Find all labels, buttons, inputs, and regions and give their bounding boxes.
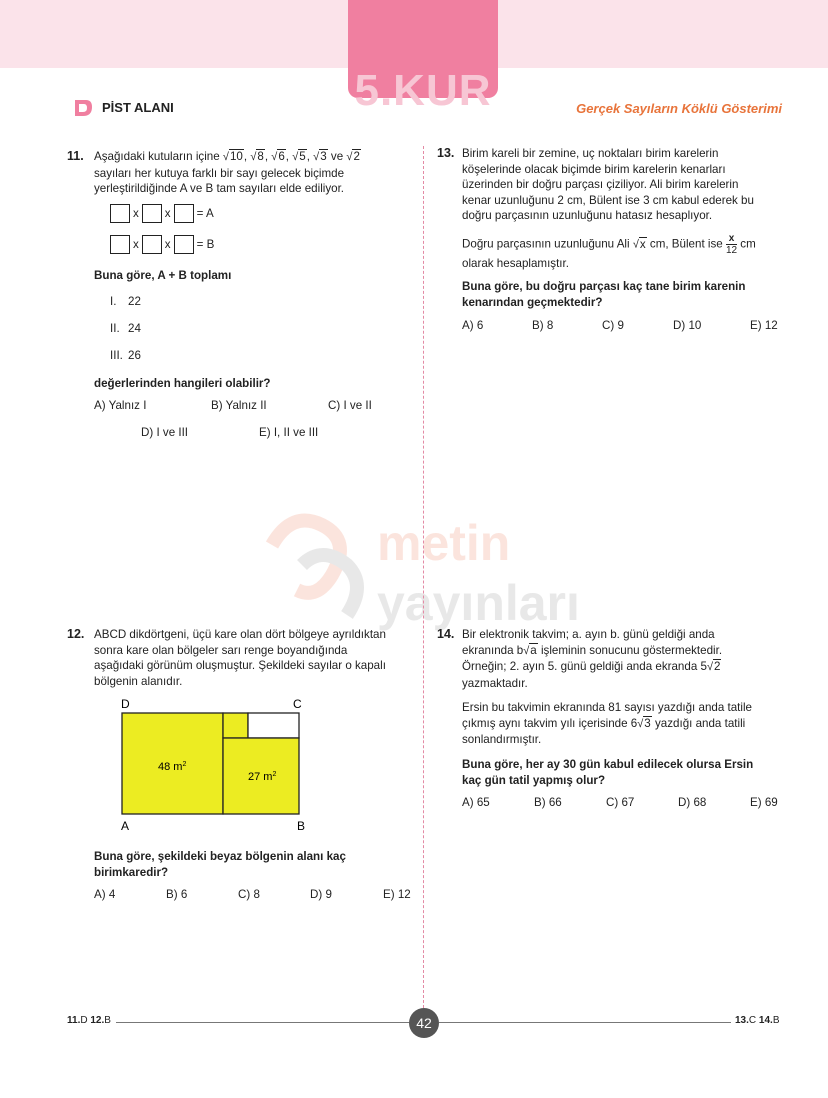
- q14-para2: [462, 700, 792, 748]
- q11-stem: [94, 149, 414, 197]
- area-big-value: 48 m: [158, 761, 183, 773]
- answer-box: [142, 204, 162, 223]
- q11-line3: yerleştirildiğinde A ve B tam sayıları elde ediliyor.: [94, 182, 345, 195]
- choice-c[interactable]: C) I ve II: [328, 399, 372, 412]
- label-a: A: [121, 819, 130, 833]
- square-small: [223, 713, 248, 738]
- q12-question: [94, 849, 414, 880]
- answer-box: [174, 204, 194, 223]
- q13-line: doğru parçasının uzunluğunu hatasız hesaplıyor.: [462, 209, 713, 222]
- roman: II.: [110, 322, 120, 335]
- choice-d[interactable]: D) 10: [673, 319, 702, 332]
- choice-e[interactable]: E) I, II ve III: [259, 426, 319, 439]
- label-c: C: [293, 697, 302, 711]
- q13-calc-x: x: [639, 237, 646, 251]
- q11-text-pre: Aşağıdaki kutuların içine: [94, 150, 220, 163]
- choice-a[interactable]: A) 4: [94, 888, 116, 901]
- q14-line2-pre: ekranında b: [462, 643, 524, 657]
- choice-a[interactable]: A) 6: [462, 319, 484, 332]
- q14-question: [462, 757, 792, 788]
- choice-b[interactable]: B) Yalnız II: [211, 399, 267, 412]
- choice-d[interactable]: D) I ve III: [141, 426, 189, 439]
- label-d: D: [121, 697, 130, 711]
- q14-para2-line1: Ersin bu takvimin ekranında 81 sayısı yazdığı anda tatile: [462, 701, 753, 714]
- item-value: 26: [128, 349, 141, 362]
- white-region: [248, 713, 299, 738]
- watermark-line1: metin: [377, 515, 511, 571]
- q11-row-b: [110, 235, 214, 254]
- q12-line: aşağıdaki görünüm oluşmuştur. Şekildeki sayılar o kapalı: [94, 659, 386, 672]
- q14-stem: [462, 627, 792, 691]
- q13-stem: [462, 146, 792, 224]
- q14-question-line: kaç gün tatil yapmış olur?: [462, 773, 606, 787]
- q13-line: kenar uzunluğunu 2 cm, Bülent ise 3 cm kabul ederek bu: [462, 193, 754, 207]
- answer-key-left: [67, 1015, 111, 1026]
- q14-number: 14.: [437, 627, 455, 641]
- key-q: 14.: [758, 1015, 773, 1026]
- q13-line: üzerinden bir doğru parçası çiziliyor. Ali birim karelerin: [462, 178, 739, 191]
- q13-question: [462, 279, 792, 310]
- watermark-line2: yayınları: [377, 575, 580, 631]
- q11-row-a: [110, 204, 214, 223]
- q11-and-word: ve: [330, 150, 344, 163]
- choice-b[interactable]: B) 8: [532, 319, 554, 332]
- q12-question-line: birimkaredir?: [94, 865, 169, 879]
- frac-denominator: 12: [725, 245, 738, 256]
- q13-line: köşelerinde olacak biçimde birim karelerin kenarları: [462, 162, 726, 176]
- choice-a[interactable]: A) Yalnız I: [94, 399, 147, 412]
- q13-calc-line1: Doğru parçasının uzunluğunu Ali √x cm, Bülent ise $\frac{x}{12}$ cm: [462, 233, 756, 256]
- q14-line3: Örneğin; 2. ayın 5. günü geldiği anda ekranda 5√2: [462, 660, 721, 673]
- q14-para2-line2: çıkmış aynı takvim yılı içerisinde 6√3 yazdığı anda tatili: [462, 716, 746, 730]
- q11-radicand: 2: [353, 150, 360, 163]
- q11-line1: Aşağıdaki kutuların içine √10, √8, √6, √5, √3 ve √2: [94, 150, 360, 163]
- q14-choices: [462, 796, 792, 812]
- q11-radicand: 5: [299, 150, 306, 163]
- q14-line3-rad: 2: [713, 660, 721, 673]
- page-number: 42: [409, 1008, 439, 1038]
- q14-para2-rad: 3: [644, 716, 651, 730]
- q11-radicand: 6: [278, 150, 285, 163]
- choice-c[interactable]: C) 67: [606, 796, 635, 809]
- q14-para2-line3: sonlandırmıştır.: [462, 733, 542, 746]
- key-a: D: [80, 1015, 88, 1026]
- q13-calc-line2: olarak hesaplamıştır.: [462, 257, 569, 270]
- q14-line4: yazmaktadır.: [462, 676, 528, 690]
- q11-number: 11.: [67, 149, 84, 163]
- roman: I.: [110, 295, 117, 308]
- q11-radicand: 8: [257, 150, 264, 163]
- footer-line-left: [116, 1022, 409, 1023]
- answer-box: [174, 235, 194, 254]
- q14-line2-post: işleminin sonucunu göstermektedir.: [540, 643, 723, 657]
- times-sign: x: [133, 207, 139, 220]
- area-small: [248, 771, 276, 783]
- choice-a[interactable]: A) 65: [462, 796, 490, 809]
- brand-label: PİST ALANI: [102, 100, 174, 115]
- q11-item: [110, 295, 141, 308]
- q13-calc-unit: cm: [740, 237, 756, 251]
- footer-line-right: [439, 1022, 731, 1023]
- q13-choices: [462, 319, 792, 335]
- q14-para2-post: yazdığı anda tatili: [654, 716, 746, 730]
- roman: III.: [110, 349, 123, 362]
- q11-choices: [94, 399, 414, 439]
- q12-rectangle-figure: [112, 696, 312, 836]
- equals-a: = A: [196, 207, 214, 220]
- q11-question: değerlerinden hangileri olabilir?: [94, 377, 271, 390]
- q14-para2-pre: çıkmış aynı takvim yılı içerisinde 6: [462, 716, 638, 730]
- choice-e[interactable]: E) 12: [383, 888, 411, 901]
- column-divider: [423, 146, 424, 1008]
- q13-line: Birim kareli bir zemine, uç noktaları birim karelerin: [462, 147, 719, 160]
- q12-line: sonra kare olan bölgeler sarı renge boyandığında: [94, 643, 348, 657]
- brand-logo-icon: [72, 98, 94, 118]
- q14-line2: ekranında b√a işleminin sonucunu göstermektedir.: [462, 643, 723, 657]
- key-q: 12.: [90, 1015, 105, 1026]
- key-a: C: [748, 1015, 757, 1026]
- q12-question-line: Buna göre, şekildeki beyaz bölgenin alanı kaç: [94, 850, 346, 863]
- q12-number: 12.: [67, 627, 85, 641]
- q14-line3-pre: Örneğin; 2. ayın 5. günü geldiği anda ekranda 5: [462, 660, 707, 673]
- frac-numerator: x: [726, 233, 737, 245]
- q13-calc-pre: Doğru parçasının uzunluğunu Ali: [462, 237, 630, 251]
- q11-radicand: 3: [320, 150, 327, 163]
- q12-stem: [94, 627, 414, 689]
- q13-calc-mid: cm, Bülent ise: [649, 237, 723, 251]
- q14-question-line: Buna göre, her ay 30 gün kabul edilecek olursa Ersin: [462, 758, 754, 771]
- answer-box: [142, 235, 162, 254]
- key-q: 11.: [67, 1015, 81, 1026]
- choice-d[interactable]: D) 68: [678, 796, 707, 809]
- q11-item: [110, 349, 141, 362]
- q12-choices: [94, 888, 414, 904]
- q11-item: [110, 322, 141, 335]
- key-q: 13.: [735, 1015, 749, 1026]
- q14-line2-rad: a: [530, 643, 537, 657]
- key-a: B: [104, 1015, 111, 1026]
- answer-box: [110, 235, 130, 254]
- q11-line2: sayıları her kutuya farklı bir sayı gelecek biçimde: [94, 166, 345, 180]
- choice-c[interactable]: C) 8: [238, 888, 260, 901]
- item-value: 22: [128, 295, 141, 308]
- q13-question-line: kenarından geçmektedir?: [462, 295, 603, 309]
- times-sign: x: [164, 207, 171, 220]
- area-sup: 2: [272, 771, 277, 778]
- q13-fraction: [726, 233, 737, 256]
- series-label: 5.KUR: [354, 66, 492, 115]
- q14-line1: Bir elektronik takvim; a. ayın b. günü geldiği anda: [462, 628, 715, 641]
- q13-number: 13.: [437, 146, 455, 160]
- answer-box: [110, 204, 130, 223]
- area-sup: 2: [182, 761, 187, 768]
- equals-b: = B: [196, 238, 215, 251]
- q13-calc: [462, 233, 792, 272]
- item-value: 24: [128, 322, 141, 335]
- q13-question-line: Buna göre, bu doğru parçası kaç tane birim karenin: [462, 280, 746, 293]
- choice-b[interactable]: B) 6: [166, 888, 188, 901]
- choice-c[interactable]: C) 9: [602, 319, 624, 332]
- answer-key-right: [735, 1015, 780, 1026]
- area-small-value: 27 m: [248, 771, 273, 783]
- times-sign: x: [164, 238, 171, 251]
- q12-line: bölgenin alanıdır.: [94, 674, 183, 688]
- choice-b[interactable]: B) 66: [534, 796, 562, 809]
- area-big: [158, 761, 186, 773]
- q12-line: ABCD dikdörtgeni, üçü kare olan dört bölgeye ayrıldıktan: [94, 628, 386, 641]
- label-b: B: [297, 819, 306, 833]
- subject-title: Gerçek Sayıların Köklü Gösterimi: [576, 101, 782, 116]
- times-sign: x: [133, 238, 139, 251]
- choice-e[interactable]: E) 69: [750, 796, 778, 809]
- choice-d[interactable]: D) 9: [310, 888, 332, 901]
- choice-e[interactable]: E) 12: [750, 319, 778, 332]
- publisher-watermark: [262, 505, 592, 635]
- q11-radicand: 10: [229, 150, 243, 163]
- q11-prompt: Buna göre, A + B toplamı: [94, 269, 232, 282]
- key-a: B: [772, 1015, 780, 1026]
